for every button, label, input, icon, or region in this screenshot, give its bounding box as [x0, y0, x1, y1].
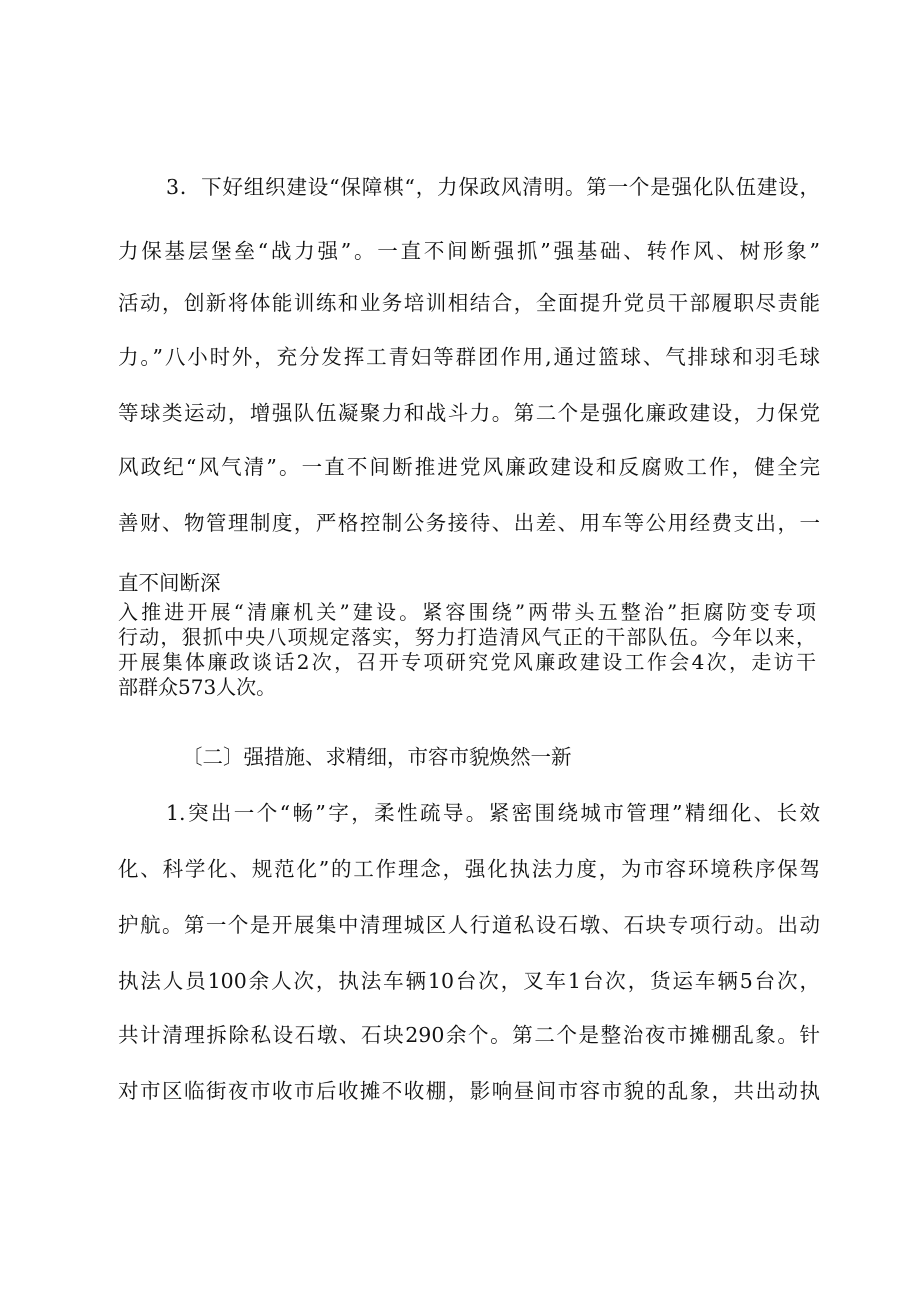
- paragraph-line: 部群众573人次。: [118, 675, 277, 699]
- paragraph-line: 等球类运动，增强队伍凝聚力和战斗力。第二个是强化廉政建设，力保党: [118, 401, 820, 425]
- paragraph-line: 执法人员100余人次，执法车辆10台次，叉车1台次，货运车辆5台次，: [118, 969, 820, 993]
- paragraph-line: 力保基层堡垒“战力强”。一直不间断强抓”强基础、转作风、树形象”: [118, 239, 820, 263]
- paragraph-line: 直不间断深: [118, 571, 221, 595]
- paragraph-line: 共计清理拆除私设石墩、石块290余个。第二个是整治夜市摊棚乱象。针: [118, 1023, 820, 1047]
- paragraph-line: 3．下好组织建设“保障棋“，力保政风清明。第一个是强化队伍建设，: [166, 175, 820, 199]
- paragraph-line: 活动，创新将体能训练和业务培训相结合，全面提升党员干部履职尽责能: [118, 291, 820, 315]
- paragraph-line: 善财、物管理制度，严格控制公务接待、出差、用车等公用经费支出，一: [118, 511, 820, 535]
- paragraph-line: 风政纪“风气清”。一直不间断推进党风廉政建设和反腐败工作，健全完: [118, 455, 820, 479]
- section-heading: 〔二〕强措施、求精细，市容市貌焕然一新: [182, 745, 572, 769]
- paragraph-line: 护航。第一个是开展集中清理城区人行道私设石墩、石块专项行动。出动: [118, 913, 820, 937]
- paragraph-line: 对市区临街夜市收市后收摊不收棚，影响昼间市容市貌的乱象，共出动执: [118, 1079, 820, 1103]
- paragraph-line: 入推进开展“清廉机关”建设。紧容围绕”两带头五整治”拒腐防变专项: [118, 600, 816, 624]
- paragraph-line: 力。”八小时外，充分发挥工青妇等群团作用,通过篮球、气排球和羽毛球: [118, 345, 820, 369]
- paragraph-line: 化、科学化、规范化”的工作理念，强化执法力度，为市容环境秩序保驾: [118, 857, 820, 881]
- paragraph-line: 1.突出一个“畅”字，柔性疏导。紧密围绕城市管理”精细化、长效: [166, 801, 820, 825]
- paragraph-line: 开展集体廉政谈话2次，召开专项研究党风廉政建设工作会4次，走访干: [118, 650, 816, 674]
- paragraph-line: 行动，狠抓中央八项规定落实，努力打造清风气正的干部队伍。今年以来，: [118, 625, 816, 649]
